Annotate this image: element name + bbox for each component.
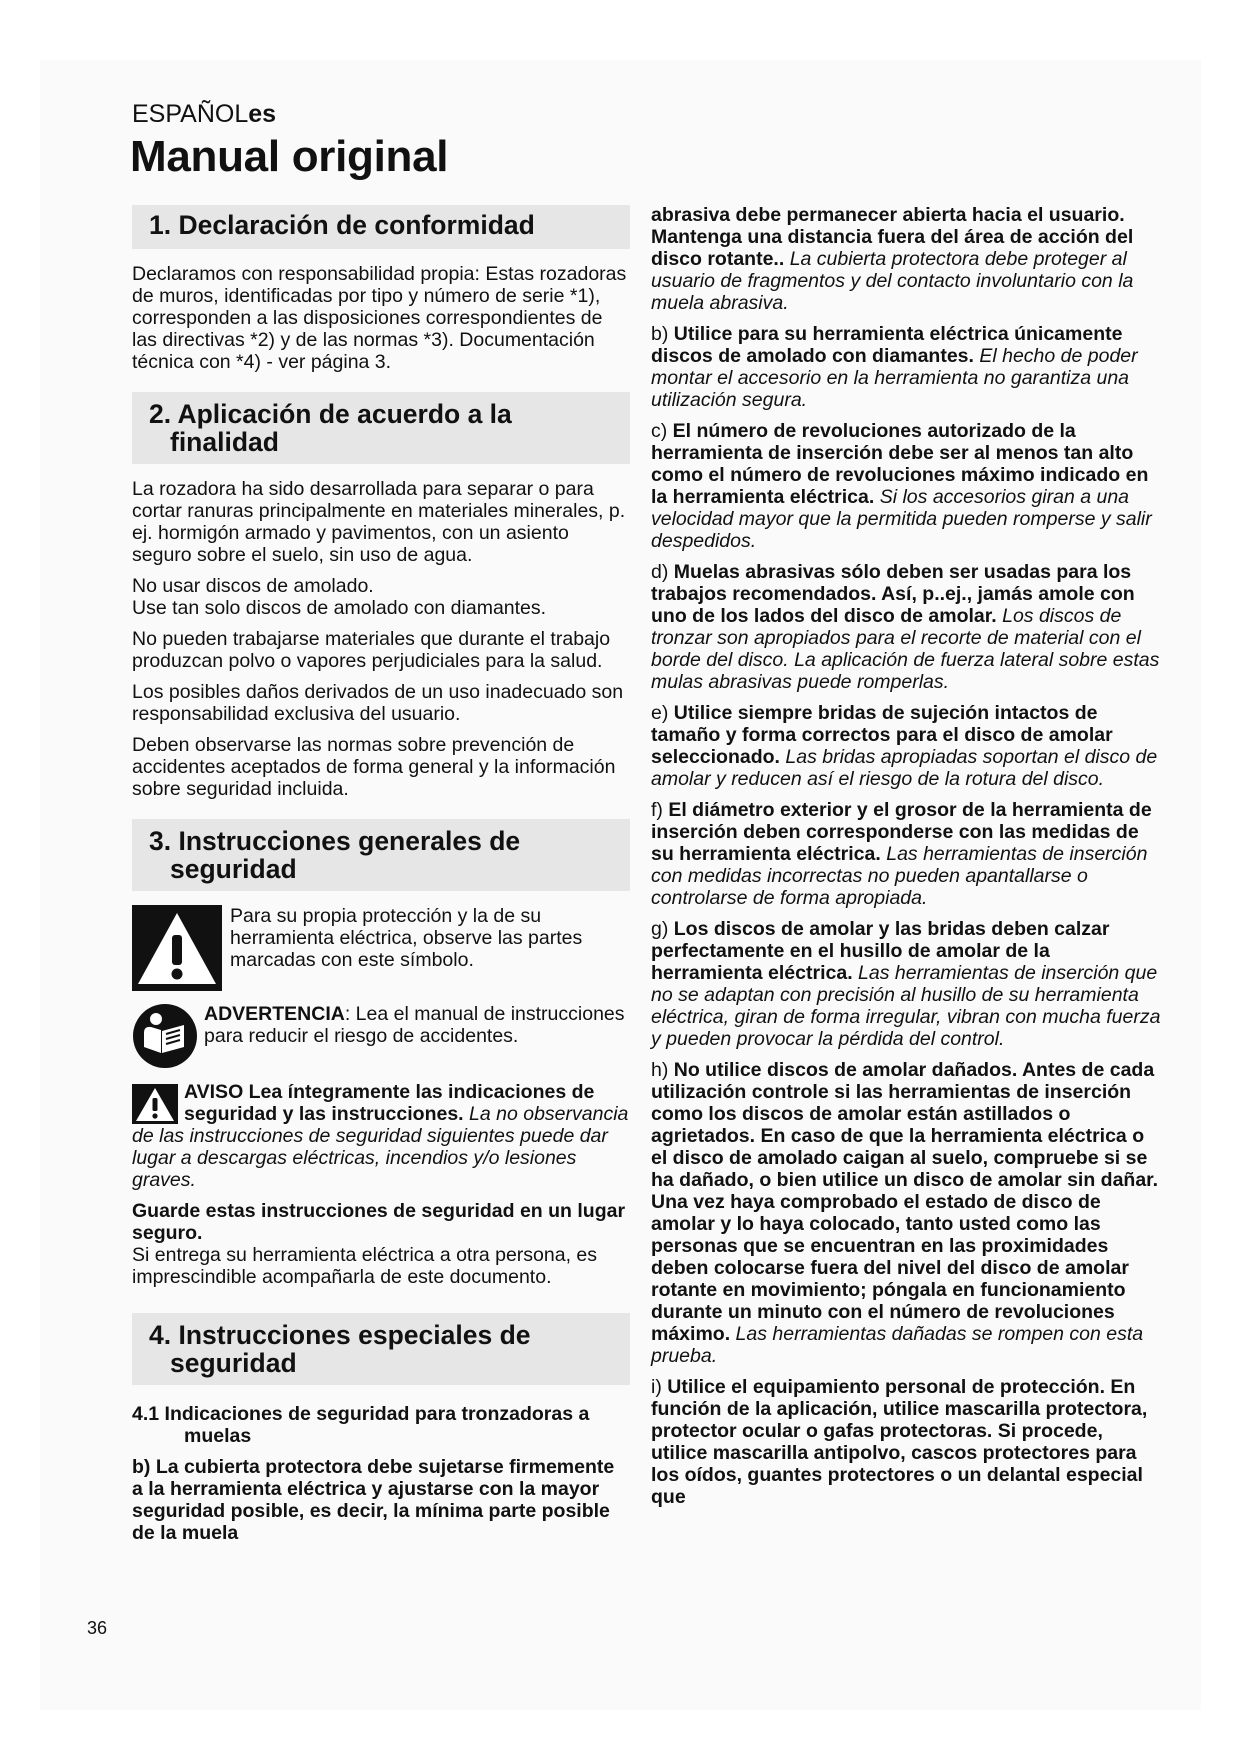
guard-instruction-continued: abrasiva debe permanecer abierta hacia el usuario. Mantenga una distancia fuera del área de acción del disco rotante.. La cubierta protectora debe proteger al usuario de fragmentos y del contacto involuntario con la muela abrasiva. <box>651 204 1134 314</box>
application-paragraph: La rozadora ha sido desarrollada para separar o para cortar ranuras principalmente en materiales minerales, p. ej. hormigón armado y pavimentos, con un asiento seguro sobre el suelo, sin uso de agua. <box>132 478 626 566</box>
section-heading-3: 3. Instrucciones generales de seguridad <box>132 819 630 891</box>
language-code: es <box>248 100 277 128</box>
application-paragraph: No pueden trabajarse materiales que durante el trabajo produzcan polvo o vapores perjudiciales para la salud. <box>132 628 611 672</box>
warning-triangle-icon <box>132 905 222 991</box>
guard-instruction: b) La cubierta protectora debe sujetarse firmemente a la herramienta eléctrica y ajustarse con la mayor seguridad posible, es decir, la mínima parte posible de la muela <box>132 1456 615 1544</box>
page-number: 36 <box>87 1618 108 1638</box>
symbol-note <box>132 905 630 991</box>
safety-item: f) El diámetro exterior y el grosor de la herramienta de inserción deben corresponderse con las medidas de su herramienta eléctrica. Las herramientas de inserción con medidas incorrectas no pueden apantallarse o controlarse de forma apropiada. <box>651 799 1152 909</box>
left-column <box>132 205 630 1553</box>
application-paragraph: Los posibles daños derivados de un uso inadecuado son responsabilidad exclusiva del usuario. <box>132 681 624 725</box>
safety-item: d) Muelas abrasivas sólo deben ser usadas para los trabajos recomendados. Así, p..ej., jamás amole con uno de los lados del disco de amolar. Los discos de tronzar son apropiados para el recorte de material con el borde del disco. La aplicación de fuerza lateral sobre estas mulas abrasivas puede romperlas. <box>651 561 1160 693</box>
safety-item: h) No utilice discos de amolar dañados. Antes de cada utilización controle si las herramientas de inserción como los discos de amolar están astillados o agrietados. En caso de que la herramienta eléctrica o el disco de amolado caigan al suelo, compruebe si se ha dañado, o bien utilice un disco de amolar sin dañar. Una vez haya comprobado el estado de disco de amolar y lo haya colocado, tanto usted como las personas que se encuentran en las proximidades deben colocarse fuera del nivel del disco de amolar rotante en movimiento; póngala en funcionamiento durante un minuto con el número de revoluciones máximo. Las herramientas dañadas se rompen con esta prueba. <box>651 1059 1159 1367</box>
section-heading-2: 2. Aplicación de acuerdo a la finalidad <box>132 392 630 464</box>
aviso-paragraph: AVISO Lea íntegramente las indicaciones de seguridad y las instrucciones. La no observancia de las instrucciones de seguridad siguientes puede dar lugar a descargas eléctricas, incendios y/o lesiones graves. <box>132 1081 629 1191</box>
subsection-heading: 4.1 Indicaciones de seguridad para tronzadoras a muelas <box>132 1403 590 1447</box>
safety-item: i) Utilice el equipamiento personal de protección. En función de la aplicación, utilice mascarilla protectora, protector ocular o gafas protectoras. Si procede, utilice mascarilla antipolvo, cascos protectores para los oídos, guantes protectores o un delantal especial que <box>651 1376 1148 1508</box>
safety-item: e) Utilice siempre bridas de sujeción intactos de tamaño y forma correctos para el disco de amolar seleccionado. Las bridas apropiadas soportan el disco de amolar y reducen así el riesgo de la rotura del disco. <box>651 702 1158 790</box>
safety-item: g) Los discos de amolar y las bridas deben calzar perfectamente en el husillo de amolar de la herramienta eléctrica. Las herramientas de inserción que no se adaptan con precisión al husillo de su herramienta eléctrica, giran de forma irregular, vibran con mucha fuerza y pueden provocar la pérdida del control. <box>651 918 1161 1050</box>
small-warning-icon <box>132 1084 178 1124</box>
language-label: ESPAÑOLes <box>132 100 277 128</box>
right-column <box>651 204 1163 1517</box>
keep-instructions: Guarde estas instrucciones de seguridad en un lugar seguro. Si entrega su herramienta eléctrica a otra persona, es imprescindible acompañarla de este documento. <box>132 1200 626 1288</box>
manual-warning <box>132 1003 630 1069</box>
declaration-text: Declaramos con responsabilidad propia: Estas rozadoras de muros, identificadas por tipo y número de serie *1), corresponden a las disposiciones correspondientes de las directivas *2) y de las normas *3). Documentación técnica con *4) - ver página 3. <box>132 263 627 373</box>
application-paragraph: Deben observarse las normas sobre prevención de accidentes aceptados de forma general y la información sobre seguridad incluida. <box>132 734 616 800</box>
application-paragraph: No usar discos de amolado. Use tan solo discos de amolado con diamantes. <box>132 575 547 619</box>
symbol-text: Para su propia protección y la de su herramienta eléctrica, observe las partes marcadas con este símbolo. <box>230 905 583 971</box>
page-title: Manual original <box>130 132 449 181</box>
safety-item: b) Utilice para su herramienta eléctrica únicamente discos de amolado con diamantes. El hecho de poder montar el accesorio en la herramienta no garantiza una utilización segura. <box>651 323 1138 411</box>
section-heading-4: 4. Instrucciones especiales de seguridad <box>132 1313 630 1385</box>
read-manual-icon <box>132 1003 198 1069</box>
section-heading-1: 1. Declaración de conformidad <box>132 205 630 249</box>
safety-item: c) El número de revoluciones autorizado de la herramienta de inserción debe ser al menos tan alto como el número de revoluciones máximo indicado en la herramienta eléctrica. Si los accesorios giran a una velocidad mayor que la permitida pueden romperse y salir despedidos. <box>651 420 1152 552</box>
warning-text: ADVERTENCIA: Lea el manual de instrucciones para reducir el riesgo de accidentes. <box>204 1003 625 1047</box>
